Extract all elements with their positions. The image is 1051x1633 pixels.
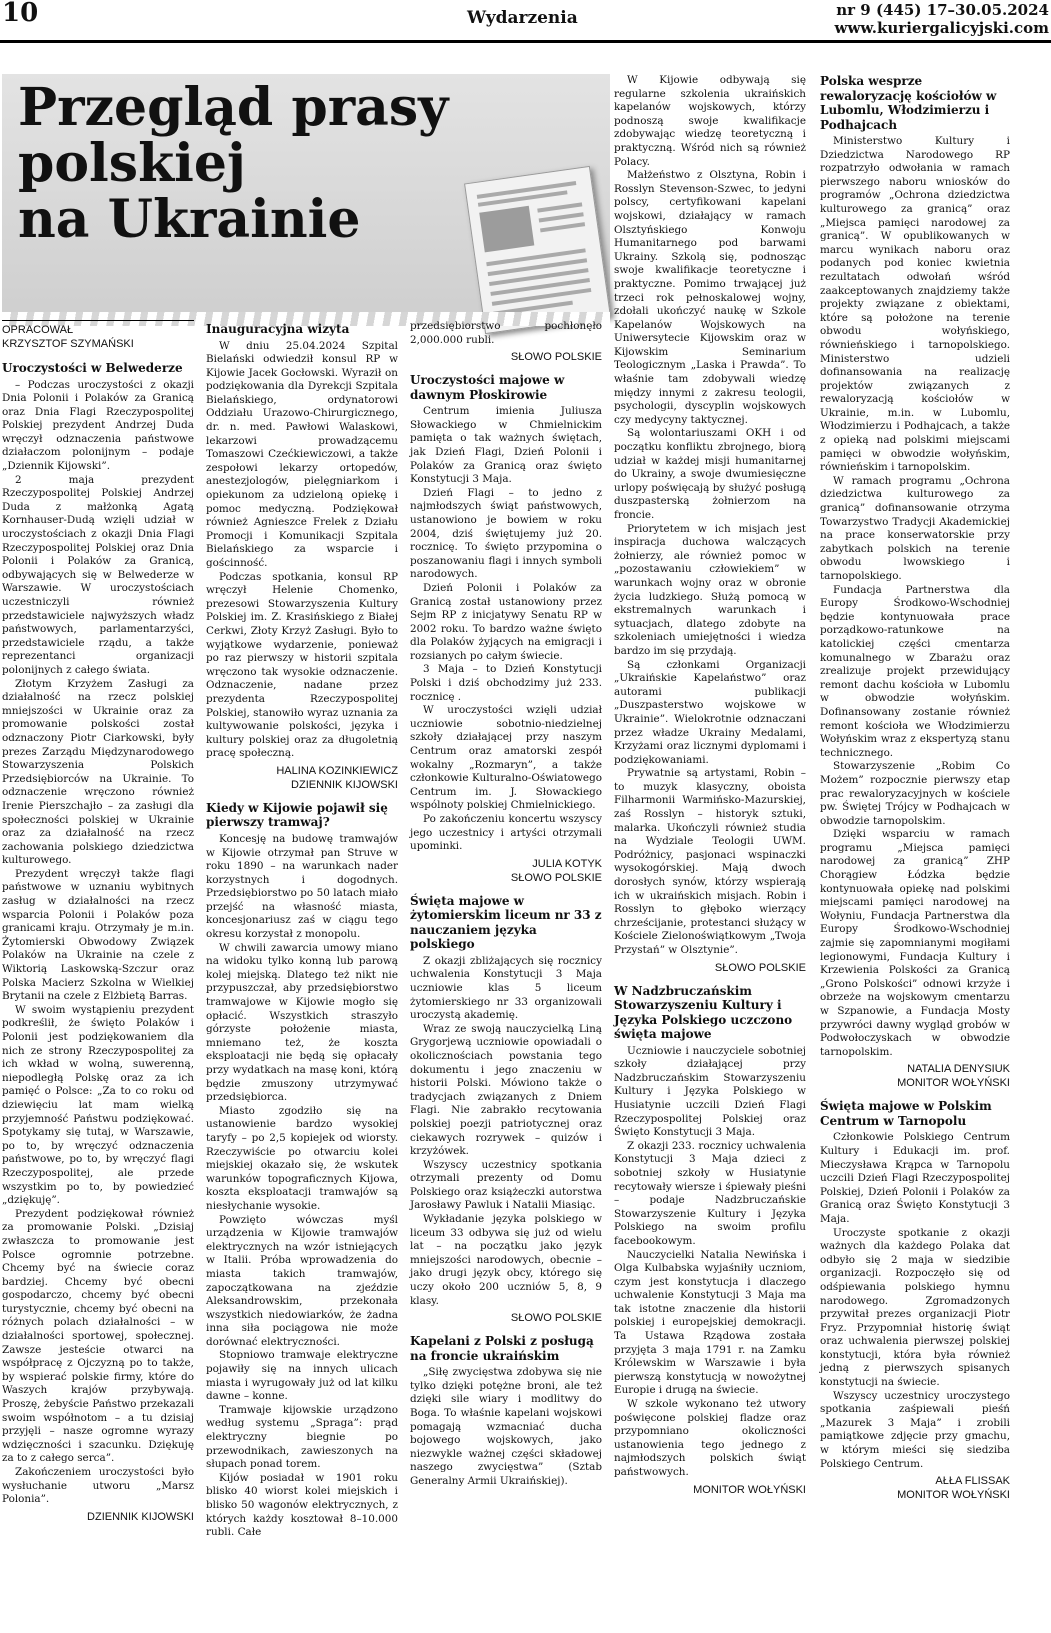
article-body [206, 833, 398, 1540]
byline-label: OPRACOWAŁ [2, 324, 74, 336]
paragraph: Fundacja Partnerstwa dla Europy Środkowo-Wschodniej będzie kontynuowała prace porządkowo-ratunkowe na katolickiej części cmentarza komunalnego w Zbarażu oraz zrealizuje projekt przewidujący remont dachu kościoła w Lubomlu w obwodzie wołyńskim. Dofinansowany zostanie również remont kościoła we Włodzimierzu Wołyńskim wraz z ekspertyzą stanu technicznego. [820, 583, 1010, 759]
paragraph: Ministerstwo Kultury i Dziedzictwa Narodowego RP rozpatrzyło odwołania w ramach pierwszego naboru wniosków do programów „Ochrona dziedzictwa kulturowego za granicą” oraz „Miejsca pamięci narodowej za granicą”. W opublikowanych w marcu wynikach naboru oraz podanych pod koniec kwietnia rezultatach odwołań wśród zaakceptowanych znajdziemy także projekty związane z obiektami, które są położone na terenie obwodu wołyńskiego, równieńskiego i tarnopolskiego. Ministerstwo udzieli dofinansowania na realizację projektów związanych z rewaloryzacją kościołów w Ukrainie, m.in. w Lubomlu, Włodzimierzu i Podhajcach, a także z opieką nad polskimi miejscami pamięci w obwodzie wołyńskim, równieńskim i tarnopolskim. [820, 135, 1010, 474]
article-source: SŁOWO POLSKIE [714, 961, 806, 974]
page-number: 10 [2, 0, 39, 28]
article-body [820, 135, 1010, 1059]
article-author: HALINA KOZINKIEWICZ [276, 764, 398, 777]
paragraph: Powzięto wówczas myśl urządzenia w Kijowie tramwajów elektrycznych na wzór istniejących w Italii. Próba wprowadzenia do miasta takich tramwajów, zapoczątkowana na zjeździe Aleksandrowskim, przekonała wszystkich niedowiarków, że żadna inna siła pociągowa nie może dorównać elektryczności. [206, 1213, 398, 1348]
paragraph: 3 Maja – to Dzień Konstytucji Polski i dziś obchodzimy już 233. rocznicę . [410, 663, 602, 703]
article-author: AŁŁA FLISSAK [935, 1475, 1010, 1488]
page-header [0, 0, 1051, 44]
column-3 [410, 320, 602, 1489]
paragraph: Nauczycielki Natalia Newińska i Olga Kulbabska wyjaśniły uczniom, czym jest konstytucja i dlaczego uchwalenie Konstytucji 3 Maja ma tak istotne znaczenie dla historii polskiej i europejskiej demokracji. Ta Ustawa Rządowa została przyjęta 3 maja 1791 r. na Zamku Królewskim w Warszawie i była pierwszą konstytucją w nowożytnej Europie i drugą na świecie. [614, 1248, 806, 1397]
article-source [410, 857, 602, 885]
paragraph: W uroczystości wzięli udział uczniowie sobotnio-niedzielnej szkoły działającej przy naszym Centrum oraz amatorski zespół wokalny „Rozmaryn”, a także członkowie Kulturalno-Oświatowego Centrum im. J. Słowackiego wspólnoty polskiej Chmielnickiego. [410, 704, 602, 812]
title-banner [2, 74, 610, 318]
article-source-name: DZIENNIK KIJOWSKI [291, 778, 398, 791]
paragraph: Kijów posiadał w 1901 roku blisko 40 wiorst kolei miejskich i blisko 50 wagonów elektrycznych, z których każdy kosztował 8–10.000 rubli. Całe [206, 1471, 398, 1539]
paragraph: W Kijowie odbywają się regularne szkolenia ukraińskich kapelanów wojskowych, którzy podnoszą swoje kwalifikacje zdobywając wiedzę teoretyczną i praktyczną. Wśród nich są również Polacy. [614, 74, 806, 168]
banner-title-line1: Przegląd prasy [18, 77, 449, 138]
article-headline: Święta majowe w żytomierskim liceum nr 33 z nauczaniem języka polskiego [410, 893, 602, 952]
issue-info [835, 1, 1049, 37]
article-headline: W Nadzbruczańskim Stowarzyszeniu Kultury i Języka Polskiego uczczono święta majowe [614, 983, 793, 1042]
article-source [820, 1062, 1010, 1090]
banner-title-line3: na Ukrainie [18, 189, 361, 250]
paragraph: Koncesję na budowę tramwajów w Kijowie otrzymał pan Struve w roku 1890 – na warunkach nader korzystnych i dogodnych. Przedsiębiorstwo po 50 latach miało przejść na własność miasta, koncesjonariusz zaś w ciągu tego okresu korzystał z monopolu. [206, 832, 398, 941]
article-source-name: SŁOWO POLSKIE [510, 871, 602, 884]
paragraph: Złotym Krzyżem Zasługi za działalność na rzecz polskiej mniejszości w Ukrainie oraz za promowanie polskości został odznaczony Piotr Ciarkowski, były prezes Zarządu Międzynarodowego Stowarzyszenia Polskich Przedsiębiorców na Ukrainie. To odznaczenie wręczono również Irenie Pierszchajło – za zasługi dla społeczności polskiej w Ukrainie oraz za działalność na rzecz zachowania polskiego dziedzictwa kulturowego. [2, 677, 194, 867]
article-source: DZIENNIK KIJOWSKI [87, 1510, 194, 1523]
paragraph: Podczas spotkania, konsul RP wręczył Helenie Chomenko, prezesowi Stowarzyszenia Kultury Polskiej im. Z. Krasińskiego z Białej Cerkwi, Złoty Krzyż Zasługi. Było to wyjątkowe wydarzenie, ponieważ po raz pierwszy w historii szpitala wręczono tak wysokie odznaczenie. Odznaczenie, nadane przez prezydenta Rzeczypospolitej Polskiej, stanowiło wyraz uznania za kultywowanie polskości, języka i kultury polskiej oraz za długoletnią pracę społeczną. [206, 570, 398, 760]
paragraph: W chwili zawarcia umowy miano na widoku tylko konną lub parową kolej miejską. Dlatego też nikt nie przypuszczał, aby przedsiębiorstwo tramwajowe w Kijowie mogło się opłacić. Wszystkich straszyło górzyste położenie miasta, mniemano też, że koszta eksploatacji nie będą się opłacały przy wydatkach na masę koni, którą będzie zmuszony utrzymywać przedsiębiorca. [206, 941, 398, 1104]
section-title: Wydarzenia [467, 8, 578, 28]
paragraph: W szkole wykonano też utwory poświęcone polskiej fladze oraz przypomniano okoliczności ustanowienia tego jednego z najmłodszych polskich świąt państwowych. [614, 1398, 806, 1478]
article-headline: Uroczystości w Belwederze [2, 361, 183, 375]
paragraph: Stowarzyszenie „Robim Co Możem” rozpocznie pierwszy etap prac rewaloryzacyjnych w kościele pw. Świętej Trójcy w Podhajcach w obwodzie tarnopolskim. [820, 760, 1010, 827]
paragraph: Miasto zgodziło się na ustanowienie bardzo wysokiej taryfy – po 2,5 kopiejek od wiorsty. Rzeczywiście po otwarciu kolei miejskiej okazało się, że wskutek warunków topograficznych Kijowa, koszta eksploatacji tramwajów są niesłychanie wysokie. [206, 1104, 398, 1212]
column-2 [206, 322, 398, 1540]
article-source-name: MONITOR WOŁYŃSKI [897, 1489, 1010, 1502]
paragraph: W ramach programu „Ochrona dziedzictwa kulturowego za granicą” dofinansowanie otrzyma Towarzystwo Tradycji Akademickiej na prace konserwatorskie przy zabytkach polskich na terenie obwodu lwowskiego i tarnopolskiego. [820, 474, 1010, 582]
paragraph: Prezydent wręczył także flagi państwowe w uznaniu wybitnych zasług w działalności na rzecz wsparcia Polonii i Polaków poza granicami kraju. Otrzymały je m.in. Żytomierski Obwodowy Związek Polaków na Ukrainie na czele z Wiktorią Laskowską-Szczur oraz Polska Macierz Szkolna w Wielkiej Brytanii na czele z Elżbietą Barras. [2, 867, 194, 1003]
article-body [206, 340, 398, 761]
paragraph: Są członkami Organizacji „Ukraińskie Kapelaństwo” oraz autorami publikacji „Duszpasterstwo wojskowe w Ukrainie”. Wielokrotnie odznaczani przez władze Ukrainy Medalami, Krzyżami oraz licznymi dyplomami i podziękowaniami. [614, 658, 806, 766]
paragraph: Dzień Flagi – to jedno z najmłodszych świąt państwowych, ustanowiono je bowiem w roku 2004, dziś świętujemy już 20. rocznicę. To święto przypomina o poszanowaniu flagi i innych symboli narodowych. [410, 486, 602, 581]
byline [2, 320, 194, 351]
paragraph: Centrum imienia Juliusza Słowackiego w Chmielnickim pamięta o tak ważnych świętach, jak Dzień Flagi, Dzień Polonii i Polaków za Granicą oraz święto Konstytucji 3 Maja. [410, 405, 602, 486]
article-source: SŁOWO POLSKIE [510, 1312, 602, 1325]
paragraph: Z okazji zbliżających się rocznicy uchwalenia Konstytucji 3 Maja uczniowie klas 5 liceum żytomierskiego nr 33 organizowali uroczystą akademię. [410, 954, 602, 1022]
article-author: JULIA KOTYK [532, 857, 602, 870]
paragraph: Wszyscy uczestnicy uroczystego spotkania zaśpiewali pieśń „Mazurek 3 Maja” i zrobili pamiątkowe zdjęcie przy gmachu, w którym mieści się siedziba Polskiego Centrum. [820, 1389, 1010, 1470]
article-body [614, 1045, 806, 1480]
paragraph: Uczniowie i nauczyciele sobotniej szkoły działającej przy Nadzbruczańskim Stowarzyszeniu Kultury i Języka Polskiego w Husiatynie uczcili Dzień Flagi Rzeczypospolitej Polskiej oraz Święto Konstytucji 3 Maja. [614, 1044, 806, 1139]
article-body [614, 74, 806, 958]
article-body: przedsiębiorstwo pochłonęło 2,000.000 rubli. [410, 320, 602, 346]
banner-title [18, 77, 449, 250]
paragraph: Członkowie Polskiego Centrum Kultury i Edukacji im. prof. Mieczysława Krąpca w Tarnopolu uczcili Dzień Flagi Rzeczypospolitej Polskiej, Dzień Polonii i Polaków za Granicą oraz Święto Konstytucji 3 Maja. [820, 1131, 1010, 1225]
article-headline: Kiedy w Kijowie pojawił się pierwszy tramwaj? [206, 800, 388, 830]
article-body [2, 379, 194, 1507]
article-body [820, 1131, 1010, 1471]
byline-author: KRZYSZTOF SZYMAŃSKI [2, 338, 134, 350]
paragraph: Wraz ze swoją nauczycielką Liną Grygorjewą uczniowie opowiadali o okolicznościach powstania tego dokumentu i jego znaczeniu w historii Polski. Mówiono także o tradycjach związanych z Dniem Flagi. Nie zabrakło recytowania polskiej poezji patriotycznej oraz ciekawych rozrywek – quizów i krzyżówek. [410, 1022, 602, 1158]
paragraph: Z okazji 233. rocznicy uchwalenia Konstytucji 3 Maja dzieci z sobotniej szkoły w Husiatynie recytowały wiersze i śpiewały pieśni – podaje Nadzbruczańskie Stowarzyszenie Kultury i Języka Polskiego na swoim profilu facebookowym. [614, 1139, 806, 1247]
header-rule [0, 40, 1051, 43]
article-body [410, 1366, 602, 1488]
article-body [410, 955, 602, 1308]
paragraph: Są wolontariuszami OKH i od początku konfliktu zbrojnego, biorą udział w każdej misji humanitarnej do Ukrainy, a swoje dwumiesięczne urlopy poświęcają by służyć posługą duszpasterską żołnierzom na froncie. [614, 427, 806, 521]
article-source [206, 764, 398, 792]
paragraph: Małżeństwo z Olsztyna, Robin i Rosslyn Stevenson-Szwec, to jedyni polscy, certyfikowani kapelani wojskowi, działający w ramach Olsztyńskiego Konwoju Humanitarnego pod barwami Ukrainy. Szkolą się, podnosząc swoje kwalifikacje teoretyczne i praktyczne. Pomimo trwającej już trzeci rok pełnoskalowej wojny, zdołali ukończyć naukę w Szkole Kapelanów Wojskowych na Uniwersytecie Kijowskim oraz w Kijowskim Seminarium Teologicznym „Laska i Prawda”. To właśnie tam zdobywali wiedzę między innymi z zakresu teologii, psychologii, dyscyplin wojskowych czy medycyny taktycznej. [614, 169, 806, 426]
paragraph: – Podczas uroczystości z okazji Dnia Polonii i Polaków za Granicą oraz Dnia Flagi Rzeczypospolitej Polskiej prezydent Andrzej Duda wręczył odznaczenia państwowe działaczom polonijnym – podaje „Dziennik Kijowski”. [2, 378, 194, 473]
article-source-name: MONITOR WOŁYŃSKI [897, 1077, 1010, 1090]
article-source: SŁOWO POLSKIE [510, 351, 602, 364]
paragraph: Priorytetem w ich misjach jest inspiracja duchowa walczących żołnierzy, ale również pomoc w „pozostawaniu człowiekiem” w warunkach wojny oraz w obronie życia ludzkiego. Służą pomocą w ekstremalnych warunkach i sytuacjach, dlatego zdobyte na szkoleniach umiejętności i wiedza bardzo im się przydają. [614, 522, 806, 657]
article-headline: Inauguracyjna wizyta [206, 322, 350, 336]
column-1 [2, 320, 194, 1528]
article-headline: Polska wesprze rewaloryzację kościołów w Lubomlu, Włodzimierzu i Podhajcach [820, 74, 997, 132]
paragraph: Stopniowo tramwaje elektryczne pojawiły się na innych ulicach miasta i wyrugowały już od lat kilku dawne – konne. [206, 1349, 398, 1403]
paragraph: W dniu 25.04.2024 Szpital Bielański odwiedził konsul RP w Kijowie Jacek Gocłowski. Wyraził on podziękowania dla Dyrekcji Szpitala Bielańskiego, ordynatorowi Oddziału Urazowo-Chirurgicznego, dr. n. med. Pawłowi Walaskowi, lekarzowi prowadzącemu Tomaszowi Czećkiewiczowi, a także zespołowi lekarzy ortopedów, anestezjologów, pielęgniarkom i opiekunom za udzieloną opiekę i pomoc medyczną. Podziękował również Agnieszce Frelek z Działu Promocji i Komunikacji Szpitala Bielańskiego za wsparcie i gościnność. [206, 339, 398, 569]
banner-title-line2: polskiej [18, 133, 246, 194]
paragraph: Wykładanie języka polskiego w liceum 33 odbywa się już od wielu lat – na początku jako język mniejszości narodowych, obecnie – jako drugi język obcy, którego się uczy około 200 uczniów 5, 8, 9 klasy. [410, 1213, 602, 1307]
column-4 [614, 74, 806, 1501]
paragraph: Prezydent podziękował również za promowanie Polski. „Dzisiaj zwłaszcza to promowanie jest Polsce ogromnie potrzebne. Chcemy być na świecie coraz bardziej. Chcemy być obecni gospodarczo, chcemy być obecni turystycznie, chcemy być obecni na różnych polach działalności – w działalności sportowej, społecznej. Zawsze jesteście otwarci na współpracę z Ojczyzną po to także, by wspierać polskie firmy, które do Waszych krajów przybywają. Proszę, żebyście Państwo przekazali swoim współnotom – a tu dzisiaj przyjęli – nasze ogromne wyrazy wdzięczności i szacunku. Dziękuję za to z całego serca”. [2, 1207, 194, 1465]
article-headline: Uroczystości majowe w dawnym Płoskirowie [410, 373, 565, 402]
article-author: NATALIA DENYSIUK [907, 1063, 1010, 1076]
column-5 [820, 74, 1010, 1506]
paragraph: W swoim wystąpieniu prezydent podkreślił, że święto Polaków i Polonii jest podziękowaniem dla nich ze strony Rzeczypospolitej za ich wkład w wolną, suwerenną, niepodległą Polskę oraz za ich pamięć o Polsce: „Za to co roku od dziewięciu lat mam wielką przyjemność Państwu podziękować. Spotykamy się tutaj, w Warszawie, po to, by wręczyć odznaczenia państwowe, po to, by wręczyć flagi Rzeczypospolitej, ale przede wszystkim po to, by powiedzieć „dziękuję”. [2, 1003, 194, 1207]
article-headline: Kapelani z Polski z posługą na froncie ukraińskim [410, 1334, 594, 1363]
paragraph: 2 maja prezydent Rzeczypospolitej Polskiej Andrzej Duda z małżonką Agatą Kornhauser-Dudą wzięli udział w uroczystościach z okazji Dnia Flagi Rzeczypospolitej Polskiej oraz Dnia Polonii i Polaków za Granicą, odbywających się w Belwederze w Warszawie. W uroczystościach uczestniczyli również przedstawiciele najwyższych władz państwowych, parlamentarzyści, przedstawiciele rządu, a także reprezentanci organizacji polonijnych z całego świata. [2, 473, 194, 676]
paragraph: Prywatnie są artystami, Robin – to muzyk klasyczny, oboista Filharmonii Warmińsko-Mazurskiej, zaś Rosslyn – historyk sztuki, malarka. Ukończyli również studia na Wydziale Teologii UWM. Podróżnicy, pasjonaci wspinaczki wysokogórskiej. Mają dwoch dorosłych synów, którzy wspierają ich w ukraińskich misjach. Robin i Rosslyn to głęboko wierzący chrześcijanie, protestanci służący w Kościele Zielonoświątkowym „Twoja Przystań” w Olsztynie”. [614, 767, 806, 956]
paragraph: Uroczyste spotkanie z okazji ważnych dla każdego Polaka dat odbyło się 2 maja w siedzibie organizacji. Rozpoczęło się od odśpiewania polskiego hymnu narodowego. Zgromadzonych przywitał prezes organizacji Piotr Fryz. Przypomniał historię świąt oraz uchwalenia pierwszej polskiej konstytucji, która była również jedną z pierwszych spisanych konstytucji na świecie. [820, 1226, 1010, 1389]
paragraph: Dzięki wsparciu w ramach programu „Miejsca pamięci narodowej za granicą” ZHP Chorągiew Łódzka będzie kontynuowała opiekę nad polskimi miejscami pamięci narodowej na Wołyniu, Fundacja Partnerstwa dla Europy Środkowo-Wschodniej zajmie się zapomnianymi mogiłami legionowymi, Fundacja Kultury i Krzewienia Polskości za Granicą „Grono Polskości” odnowi krzyże i obrzeże na wojskowym cmentarzu w Szpanowie, a Fundacja Mosty przywróci dawny wygląd grobów w Podwołoczyskach w obwodzie tarnopolskim. [820, 828, 1010, 1058]
issue-number: nr 9 (445) 17–30.05.2024 [836, 1, 1049, 19]
newspaper-icon [464, 166, 611, 334]
article-source: MONITOR WOŁYŃSKI [693, 1483, 806, 1496]
paragraph: Zakończeniem uroczystości było wysłuchanie utworu „Marsz Polonia”. [2, 1466, 194, 1506]
paragraph: Po zakończeniu koncertu wszyscy jego uczestnicy i artyści otrzymali upominki. [410, 813, 602, 853]
paragraph: „Siłę zwycięstwa zdobywa się nie tylko dzięki potężne broni, ale też dzięki sile wiary i modlitwy do Boga. To właśnie kapelani wojskowi pomagają wzmacniać ducha bojowego wojskowych, jako niezwykle ważnej części składowej naszego zwycięstwa” (Sztab Generalny Armii Ukraińskiej). [410, 1366, 602, 1487]
website-link[interactable]: www.kuriergalicyjski.com [834, 19, 1049, 37]
article-source [820, 1474, 1010, 1502]
article-body [410, 405, 602, 854]
paragraph: Wszyscy uczestnicy spotkania otrzymali prezenty od Domu Polskiego oraz książeczki autorstwa Jarosławy Pawluk i Natalii Miasiąc. [410, 1158, 602, 1212]
paragraph: Dzień Polonii i Polaków za Granicą został ustanowiony przez Sejm RP z inicjatywy Senatu RP w 2002 roku. To bardzo ważne święto dla Polaków żyjących na emigracji i rozsianych po całym świecie. [410, 581, 602, 662]
article-headline: Święta majowe w Polskim Centrum w Tarnopolu [820, 1099, 992, 1128]
paragraph: Tramwaje kijowskie urządzono według systemu „Spraga”: prąd elektryczny biegnie po przewodnikach, zawieszonych na słupach ponad torem. [206, 1403, 398, 1471]
